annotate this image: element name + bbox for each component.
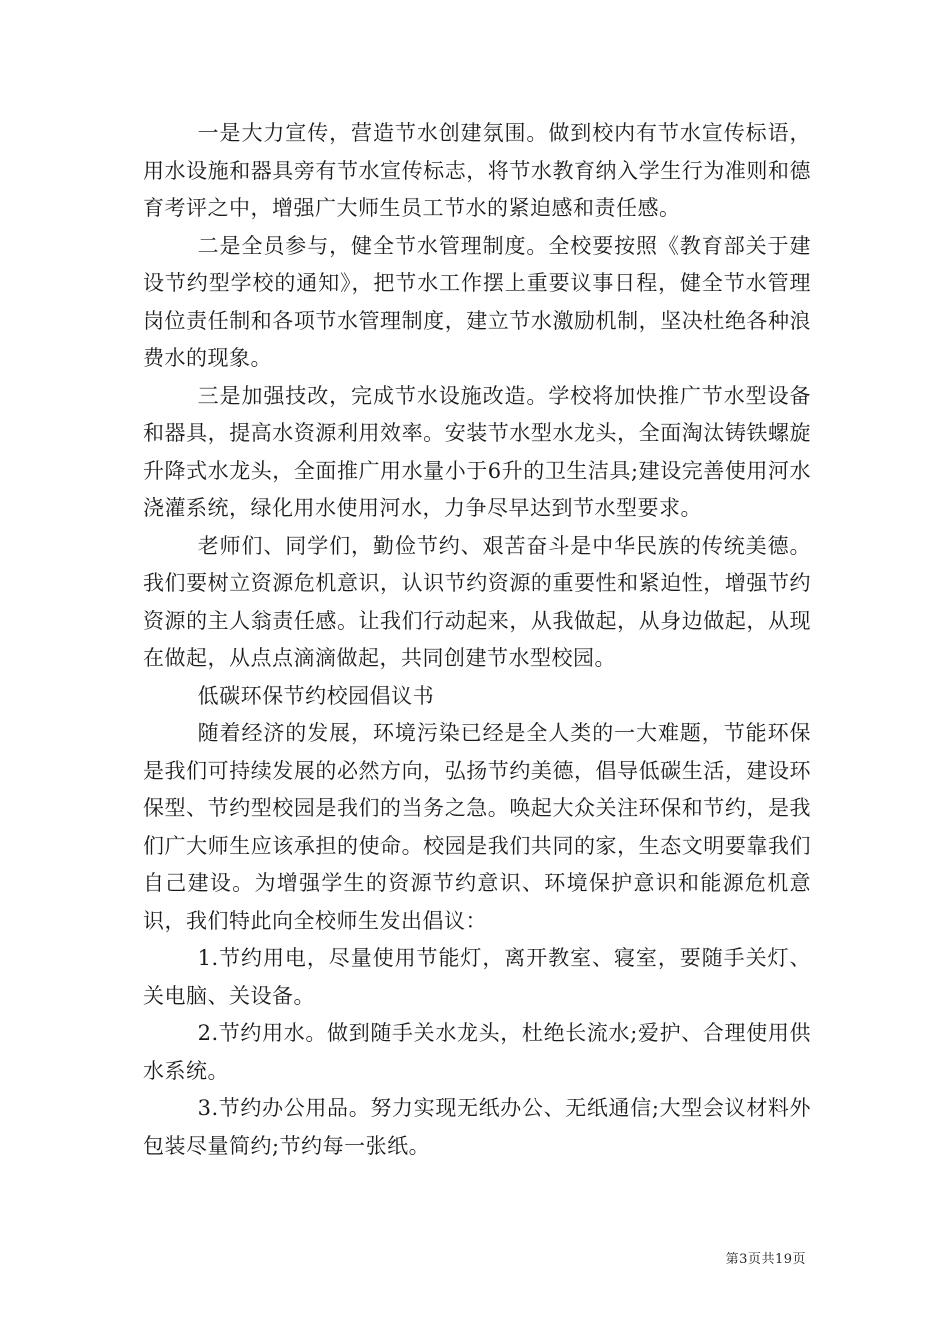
list-item-water: 2.节约用水。做到随手关水龙头，杜绝长流水;爱护、合理使用供水系统。 (143, 1021, 811, 1083)
document-body (143, 115, 811, 1165)
page-number: 第3页共19页 (725, 1252, 806, 1267)
paragraph-appeal: 老师们、同学们，勤俭节约、艰苦奋斗是中华民族的传统美德。我们要树立资源危机意识，认识节约资源的重要性和紧迫性，增强节约资源的主人翁责任感。让我们行动起来，从我做起，从身边做起，从现在做起，从点点滴滴做起，共同创建节水型校园。 (143, 533, 811, 670)
section-heading: 低碳环保节约校园倡议书 (197, 683, 435, 708)
list-item-office-supplies: 3.节约办公用品。努力实现无纸办公、无纸通信;大型会议材料外包装尽量简约;节约每一张纸。 (143, 1096, 811, 1158)
paragraph-renovation: 三是加强技改，完成节水设施改造。学校将加快推广节水型设备和器具，提高水资源利用效率。安装节水型水龙头，全面淘汰铸铁螺旋升降式水龙头，全面推广用水量小于6升的卫生洁具;建设完善使用河水浇灌系统，绿化用水使用河水，力争尽早达到节水型要求。 (143, 383, 811, 520)
paragraph-publicity: 一是大力宣传，营造节水创建氛围。做到校内有节水宣传标语，用水设施和器具旁有节水宣传标志，将节水教育纳入学生行为准则和德育考评之中，增强广大师生员工节水的紧迫感和责任感。 (143, 121, 811, 220)
paragraph-introduction: 随着经济的发展，环境污染已经是全人类的一大难题，节能环保是我们可持续发展的必然方向，弘扬节约美德，倡导低碳生活，建设环保型、节约型校园是我们的当务之急。唤起大众关注环保和节约，是我们广大师生应该承担的使命。校园是我们共同的家，生态文明要靠我们自己建设。为增强学生的资源节约意识、环境保护意识和能源危机意识，我们特此向全校师生发出倡议： (143, 721, 811, 933)
paragraph-participation: 二是全员参与，健全节水管理制度。全校要按照《教育部关于建设节约型学校的通知》，把节水工作摆上重要议事日程，健全节水管理岗位责任制和各项节水管理制度，建立节水激励机制，坚决杜绝各种浪费水的现象。 (143, 233, 811, 370)
list-item-electricity: 1.节约用电，尽量使用节能灯，离开教室、寝室，要随手关灯、关电脑、关设备。 (143, 946, 811, 1008)
